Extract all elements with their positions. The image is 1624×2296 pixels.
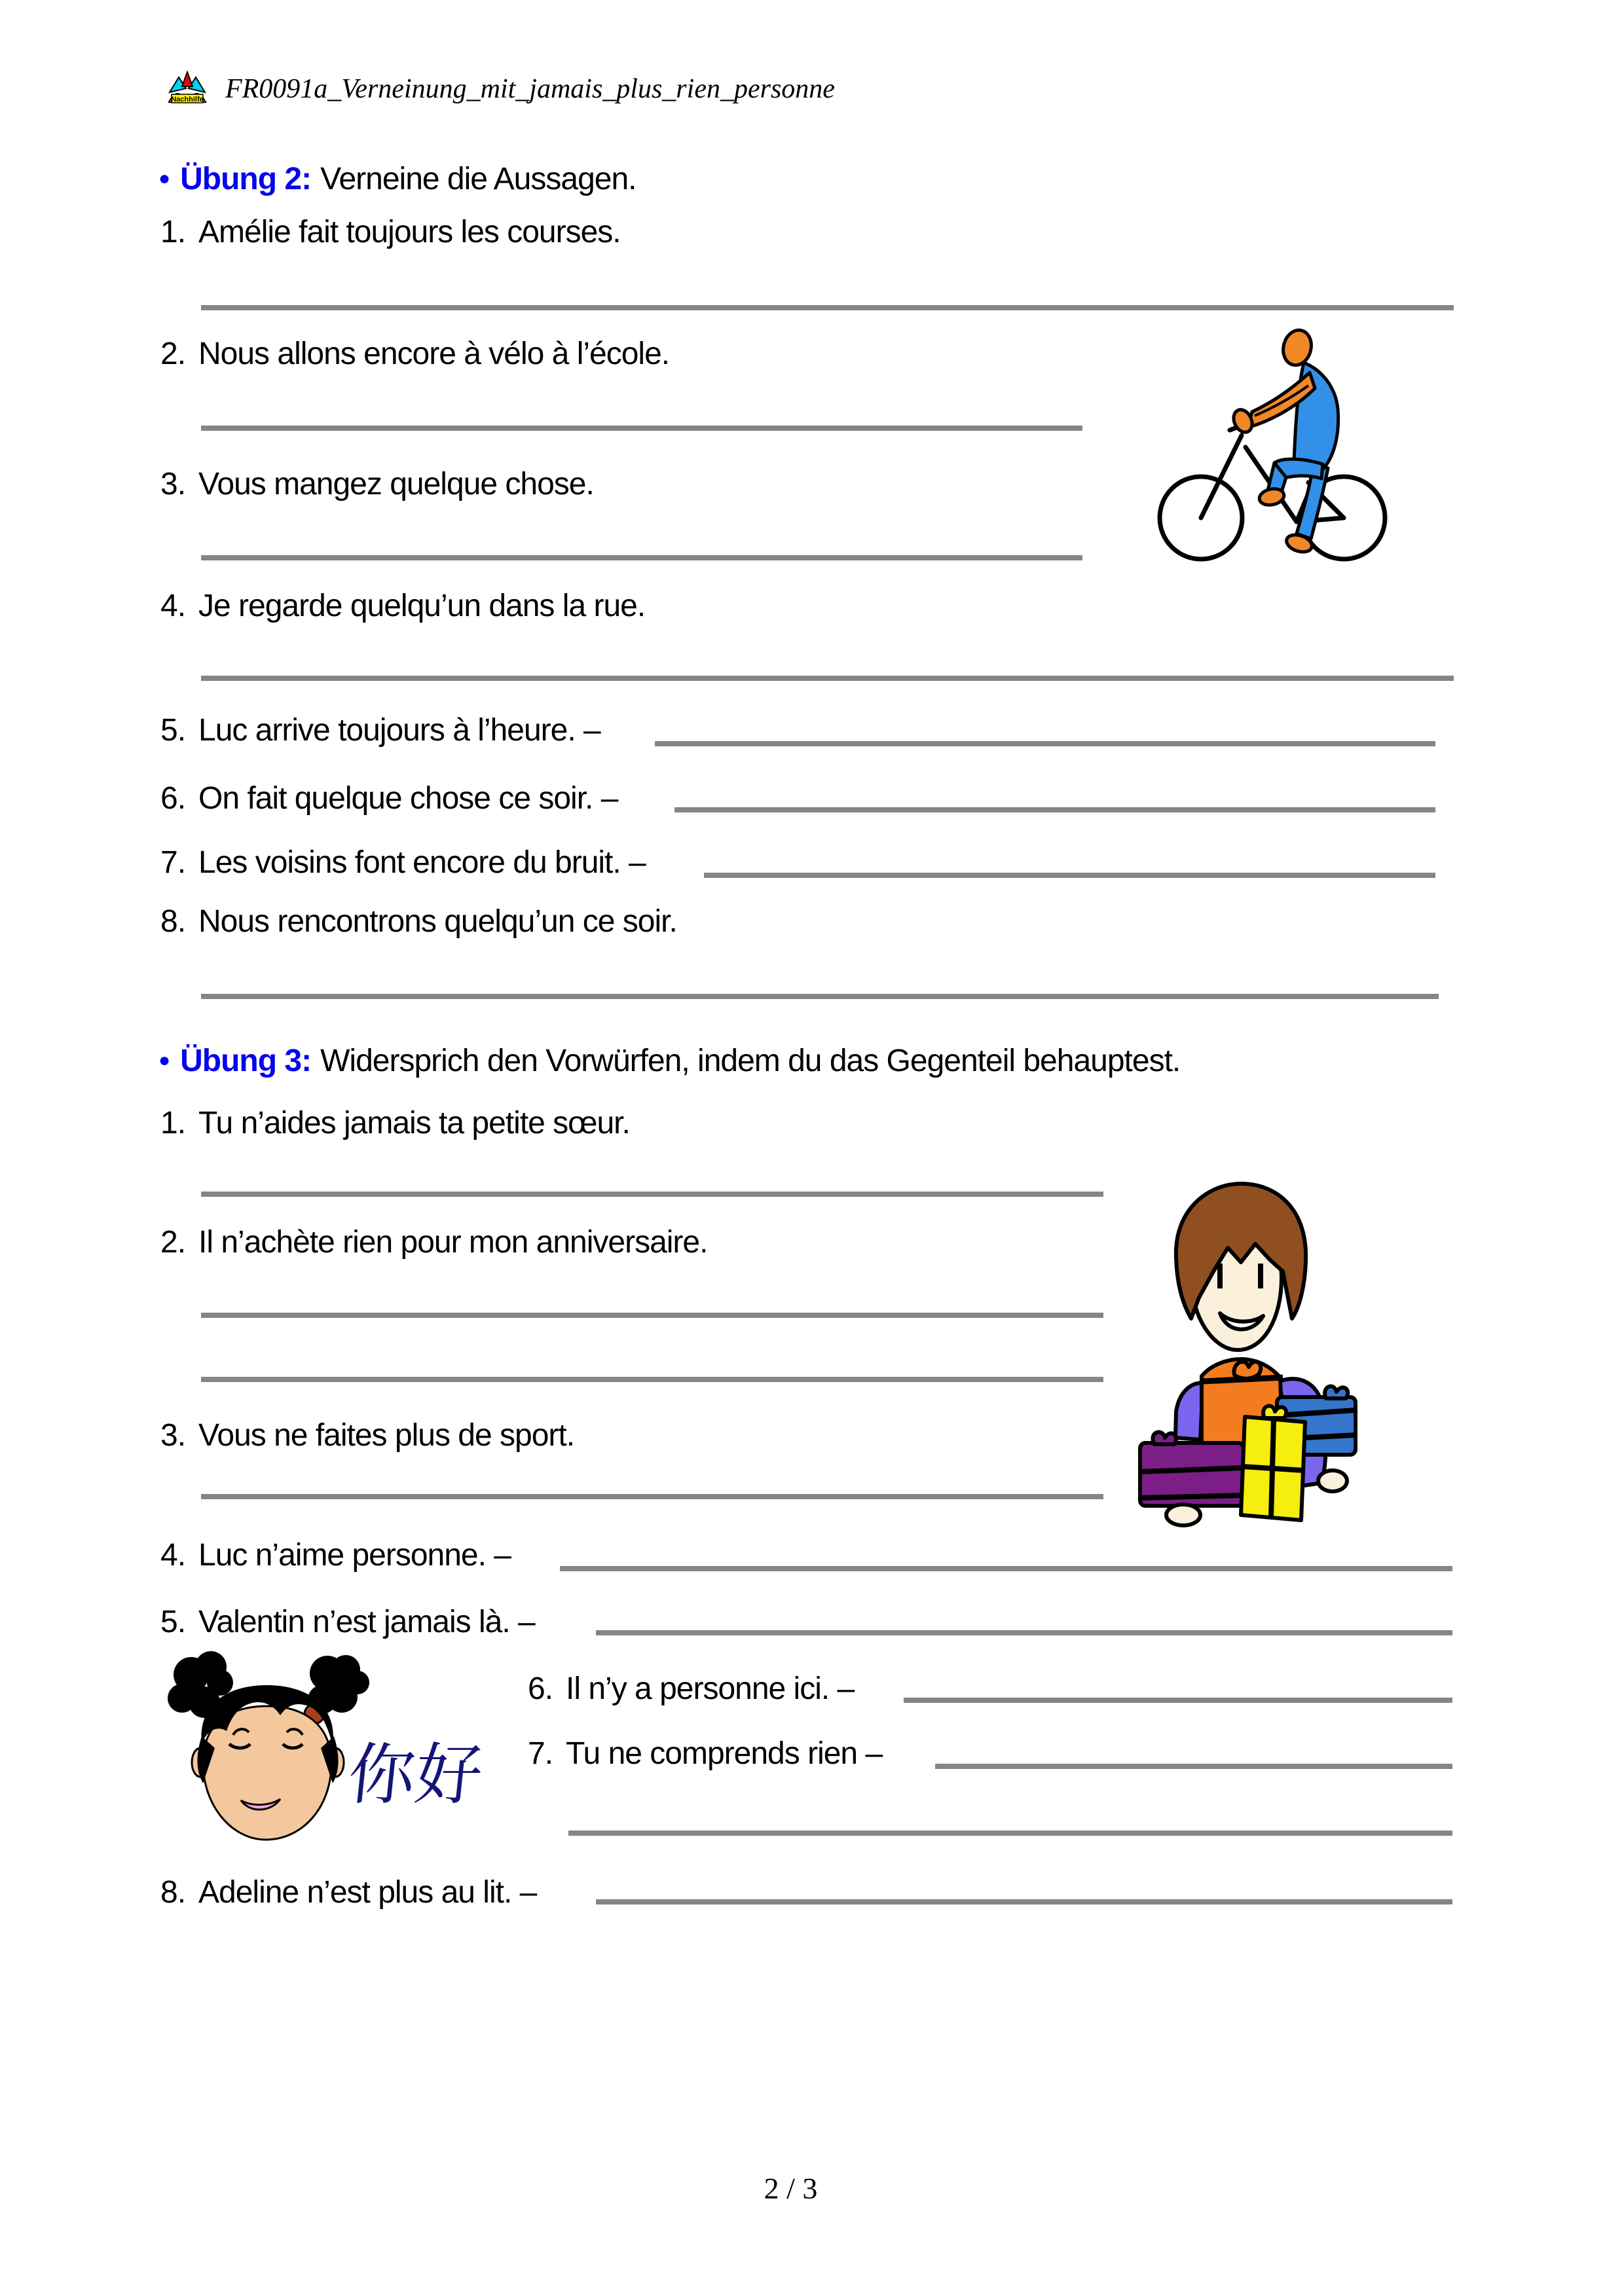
- ex2-item-6: [160, 780, 618, 816]
- item-number: 3.: [160, 1418, 186, 1453]
- item-number: 6.: [160, 781, 186, 816]
- ex3-item-6: [528, 1671, 854, 1707]
- ex2-item-2: [160, 336, 669, 372]
- item-number: 6.: [528, 1671, 553, 1706]
- item-number: 8.: [160, 904, 186, 939]
- exercise2-label: Übung 2:: [180, 162, 312, 196]
- ribbon-bow: [1234, 1362, 1261, 1379]
- yellow-present: [1241, 1406, 1305, 1520]
- answer-line: [201, 1313, 1103, 1318]
- ex2-item-3: [160, 466, 594, 502]
- item-text: Luc n’aime personne. –: [198, 1538, 511, 1573]
- answer-line: [201, 1192, 1103, 1197]
- item-number: 3.: [160, 467, 186, 501]
- ex3-item-1: [160, 1105, 630, 1141]
- item-number: 8.: [160, 1875, 186, 1910]
- item-text: Vous ne faites plus de sport.: [198, 1418, 575, 1453]
- item-number: 2.: [160, 337, 186, 371]
- bullet-icon: ●: [158, 168, 170, 189]
- item-text: Il n’y a personne ici. –: [566, 1671, 855, 1706]
- boy-hand: [1318, 1470, 1347, 1491]
- item-text: Luc arrive toujours à l’heure. –: [198, 713, 600, 748]
- logo-center-peak: [182, 72, 193, 86]
- item-text: Amélie fait toujours les courses.: [198, 215, 621, 249]
- left-sleeve: [1175, 1383, 1203, 1440]
- ex3-item-7: [528, 1736, 882, 1772]
- ex2-item-5: [160, 712, 600, 748]
- item-number: 1.: [160, 215, 186, 249]
- item-number: 2.: [160, 1225, 186, 1260]
- answer-line: [904, 1698, 1452, 1703]
- exercise3-instruction: Widersprich den Vorwürfen, indem du das Gegenteil behauptest.: [320, 1044, 1181, 1078]
- item-number: 7.: [160, 845, 186, 880]
- item-text: Adeline n’est plus au lit. –: [198, 1875, 537, 1910]
- ex3-item-5: [160, 1604, 535, 1640]
- exercise2-instruction: Verneine die Aussagen.: [320, 162, 637, 196]
- item-text: Valentin n’est jamais là. –: [198, 1605, 535, 1639]
- answer-line: [596, 1899, 1452, 1904]
- exercise3-label: Übung 3:: [180, 1044, 312, 1078]
- answer-line: [201, 305, 1454, 310]
- item-text: On fait quelque chose ce soir. –: [198, 781, 618, 816]
- exercise2-heading: [158, 161, 637, 197]
- item-number: 4.: [160, 1538, 186, 1573]
- item-text: Je regarde quelqu’un dans la rue.: [198, 589, 646, 623]
- item-text: Nous rencontrons quelqu’un ce soir.: [198, 904, 677, 939]
- nachhilfe-logo: [168, 71, 207, 105]
- bullet-icon: ●: [158, 1049, 170, 1071]
- purple-present: [1140, 1432, 1244, 1506]
- answer-line: [935, 1764, 1452, 1769]
- item-number: 4.: [160, 589, 186, 623]
- ex2-item-8: [160, 903, 677, 939]
- answer-line: [704, 873, 1435, 878]
- answer-line: [201, 676, 1454, 681]
- item-number: 1.: [160, 1106, 186, 1140]
- item-text: Vous mangez quelque chose.: [198, 467, 594, 501]
- logo-text: Nachhilfe: [171, 96, 204, 103]
- answer-line: [655, 741, 1435, 746]
- item-text: Les voisins font encore du bruit. –: [198, 845, 646, 880]
- cyclist-clipart: [1153, 325, 1392, 564]
- ex3-item-2: [160, 1224, 707, 1260]
- item-number: 5.: [160, 1605, 186, 1639]
- item-text: Tu ne comprends rien –: [566, 1736, 883, 1771]
- ex3-item-3: [160, 1417, 574, 1453]
- ex2-item-7: [160, 845, 646, 881]
- item-text: Nous allons encore à vélo à l’école.: [198, 337, 670, 371]
- item-number: 7.: [528, 1736, 553, 1771]
- answer-line: [201, 426, 1082, 431]
- document-title: FR0091a_Verneinung_mit_jamais_plus_rien_personne: [225, 74, 835, 104]
- boy-foot: [1166, 1504, 1200, 1525]
- ex2-item-1: [160, 214, 621, 250]
- answer-line: [201, 555, 1082, 560]
- page-number: 2 / 3: [764, 2172, 818, 2205]
- ex3-item-8: [160, 1874, 536, 1910]
- item-number: 5.: [160, 713, 186, 748]
- answer-line: [201, 994, 1439, 999]
- item-text: Il n’achète rien pour mon anniversaire.: [198, 1225, 708, 1260]
- item-text: Tu n’aides jamais ta petite sœur.: [198, 1106, 630, 1140]
- chinese-greeting-caption: 你好: [344, 1736, 487, 1814]
- answer-line: [560, 1566, 1452, 1571]
- ex3-item-4: [160, 1537, 511, 1573]
- boy-with-presents-clipart: [1136, 1178, 1365, 1532]
- exercise3-heading: [158, 1043, 1180, 1079]
- ex2-item-4: [160, 588, 645, 624]
- girl-clipart: [164, 1645, 373, 1841]
- answer-line: [674, 807, 1435, 812]
- answer-line: [201, 1377, 1103, 1382]
- answer-line: [568, 1831, 1452, 1836]
- answer-line: [201, 1494, 1103, 1499]
- answer-line: [596, 1630, 1452, 1635]
